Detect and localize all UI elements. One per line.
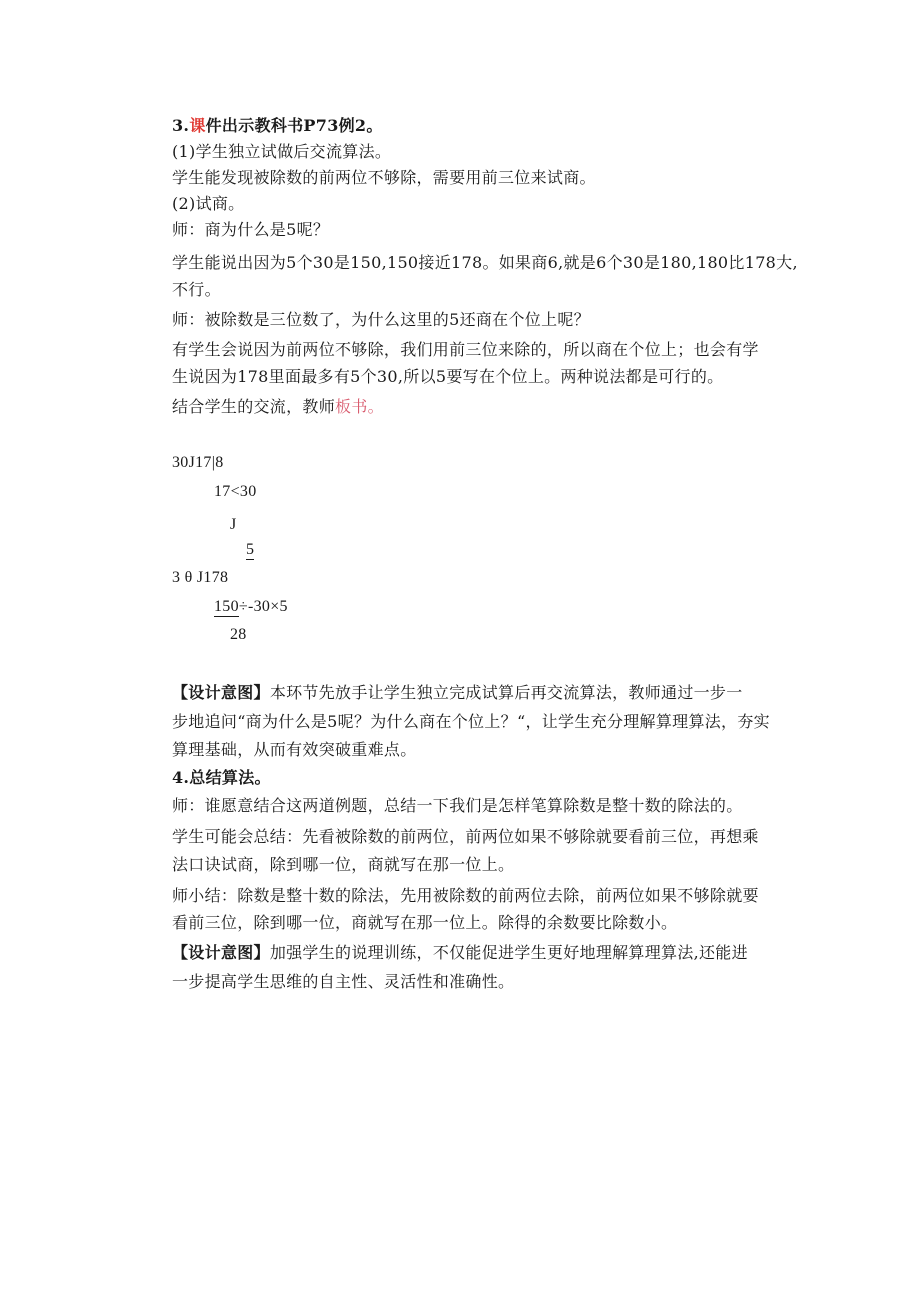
step2-text: (2)试商。	[172, 194, 245, 213]
quotient-5: 5	[246, 541, 255, 558]
board-line	[172, 397, 384, 417]
design1-line1	[172, 683, 743, 703]
math-line6	[214, 597, 288, 617]
section4-p1: 师：谁愿意结合这两道例题，总结一下我们是怎样笔算除数是整十数的除法的。	[172, 796, 743, 815]
math-line7: 28	[230, 626, 247, 643]
math-line2: 17<30	[214, 483, 257, 500]
teacher-question-2: 师：被除数是三位数了，为什么这里的5还商在个位上呢？	[172, 310, 590, 329]
section3-heading	[172, 116, 383, 136]
design-tag: 【设计意图】	[172, 683, 270, 702]
teacher-question-1: 师：商为什么是5呢？	[172, 220, 330, 239]
math-line4	[246, 540, 254, 560]
heading-red-char: 课	[189, 116, 206, 135]
product-expression: ÷-30×5	[238, 598, 288, 615]
design-tag: 【设计意图】	[172, 943, 270, 962]
section-number: 3.	[172, 116, 190, 135]
section4-p3-line1: 师小结：除数是整十数的除法，先用被除数的前两位去除，前两位如果不够除就要	[172, 886, 759, 905]
board-prefix: 结合学生的交流，教师	[172, 397, 336, 416]
answer1-line2: 不行。	[172, 280, 221, 299]
design2-line1	[172, 943, 748, 963]
section4-p2-line2: 法口诀试商，除到哪一位，商就写在那一位上。	[172, 855, 515, 874]
product-150: 150	[214, 598, 239, 615]
design1-line2: 步地追问“商为什么是5呢？为什么商在个位上？“，让学生充分理解算理算法，夯实	[172, 712, 770, 731]
section4-p3-line2: 看前三位，除到哪一位，商就写在那一位上。除得的余数要比除数小。	[172, 913, 678, 932]
answer2-line2: 生说因为178里面最多有5个30,所以5要写在个位上。两种说法都是可行的。	[172, 367, 724, 386]
section4-heading: 4.总结算法。	[172, 768, 271, 787]
design1-text: 本环节先放手让学生独立完成试算后再交流算法，教师通过一步一	[269, 683, 743, 702]
answer1-line1: 学生能说出因为5个30是150,150接近178。如果商6,就是6个30是180,180比178大,	[172, 253, 798, 272]
answer2-line1: 有学生会说因为前两位不够除，我们用前三位来除的，所以商在个位上；也会有学	[172, 340, 759, 359]
section4-p2-line1: 学生可能会总结：先看被除数的前两位，前两位如果不够除就要看前三位，再想乘	[172, 827, 759, 846]
heading-text: 件出示教科书P73例2。	[205, 116, 383, 135]
math-line5: 3 θ J178	[172, 569, 229, 586]
math-line3: J	[230, 516, 237, 533]
board-link: 板书。	[335, 397, 384, 416]
design2-text: 加强学生的说理训练，不仅能促进学生更好地理解算理算法,还能进	[269, 943, 748, 962]
find-paragraph: 学生能发现被除数的前两位不够除，需要用前三位来试商。	[172, 168, 596, 187]
math-line1: 30J17|8	[172, 454, 224, 471]
step1-text: (1)学生独立试做后交流算法。	[172, 142, 392, 161]
design1-line3: 算理基础，从而有效突破重难点。	[172, 740, 417, 759]
design2-line2: 一步提高学生思维的自主性、灵活性和准确性。	[172, 972, 515, 991]
